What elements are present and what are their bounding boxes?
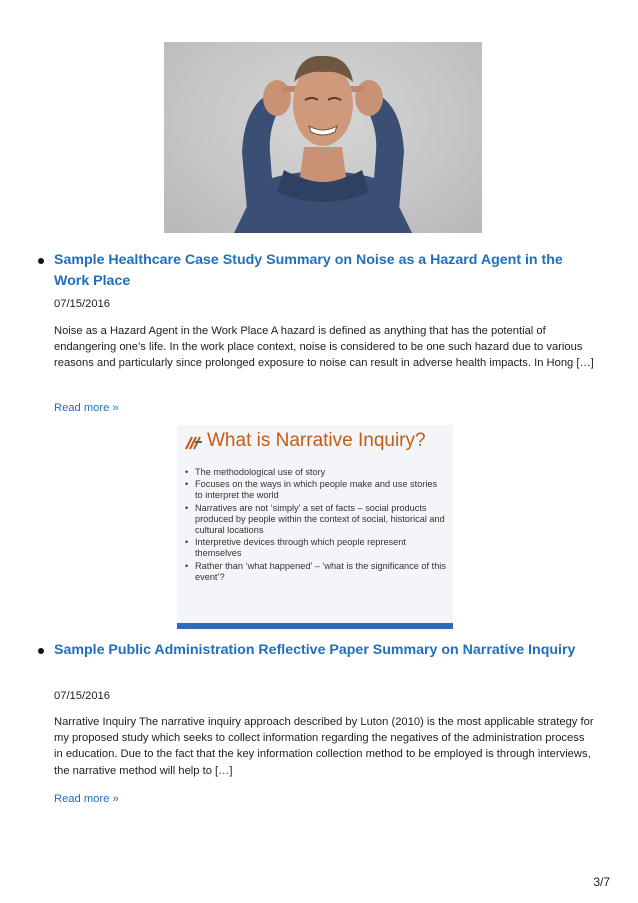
article-excerpt: Narrative Inquiry The narrative inquiry approach described by Luton (2010) is the most applicable strategy for my proposed study which seeks to collect information regarding the negatives of the administration process in education. Due to the fact that the key information collection method to be employed is through interviews, the narrative method will help to […]	[54, 716, 594, 777]
slide-bullet-logo-icon	[185, 434, 203, 450]
list-bullet-icon	[38, 648, 44, 654]
slide-title: What is Narrative Inquiry?	[207, 430, 426, 451]
read-more-link[interactable]: Read more »	[54, 793, 119, 805]
article-title-link[interactable]: Sample Healthcare Case Study Summary on Noise as a Hazard Agent in the Work Place	[54, 252, 563, 289]
article-excerpt: Noise as a Hazard Agent in the Work Place A hazard is defined as anything that has the potential of endangering one’s life. In the work place context, noise is considered to be one such hazard due to various reasons and particularly since prolonged exposure to noise can result in adverse health impacts. In Hong […]	[54, 325, 594, 370]
article-date: 07/15/2016	[54, 298, 110, 310]
article-date: 07/15/2016	[54, 690, 110, 702]
slide-bullet-list	[185, 467, 447, 584]
slide-bullet-item: • Rather than ‘what happened’ – ‘what is the significance of this event’?	[185, 561, 447, 583]
slide-bullet-item: • The methodological use of story	[185, 467, 447, 478]
list-bullet-icon	[38, 258, 44, 264]
narrative-inquiry-slide-image	[177, 425, 453, 629]
article-title-link[interactable]: Sample Public Administration Reflective Paper Summary on Narrative Inquiry	[54, 642, 576, 658]
slide-bullet-item: • Narratives are not ‘simply’ a set of facts – social products produced by people within the context of social, historical and cultural locations	[185, 503, 447, 537]
page-number: 3/7	[593, 875, 610, 889]
slide-bullet-item: • Focuses on the ways in which people make and use stories to interpret the world	[185, 479, 447, 501]
read-more-link[interactable]: Read more »	[54, 402, 119, 414]
slide-bullet-item: • Interpretive devices through which people represent themselves	[185, 537, 447, 559]
man-covering-ears-photo	[164, 42, 482, 233]
man-illustration	[164, 42, 482, 233]
